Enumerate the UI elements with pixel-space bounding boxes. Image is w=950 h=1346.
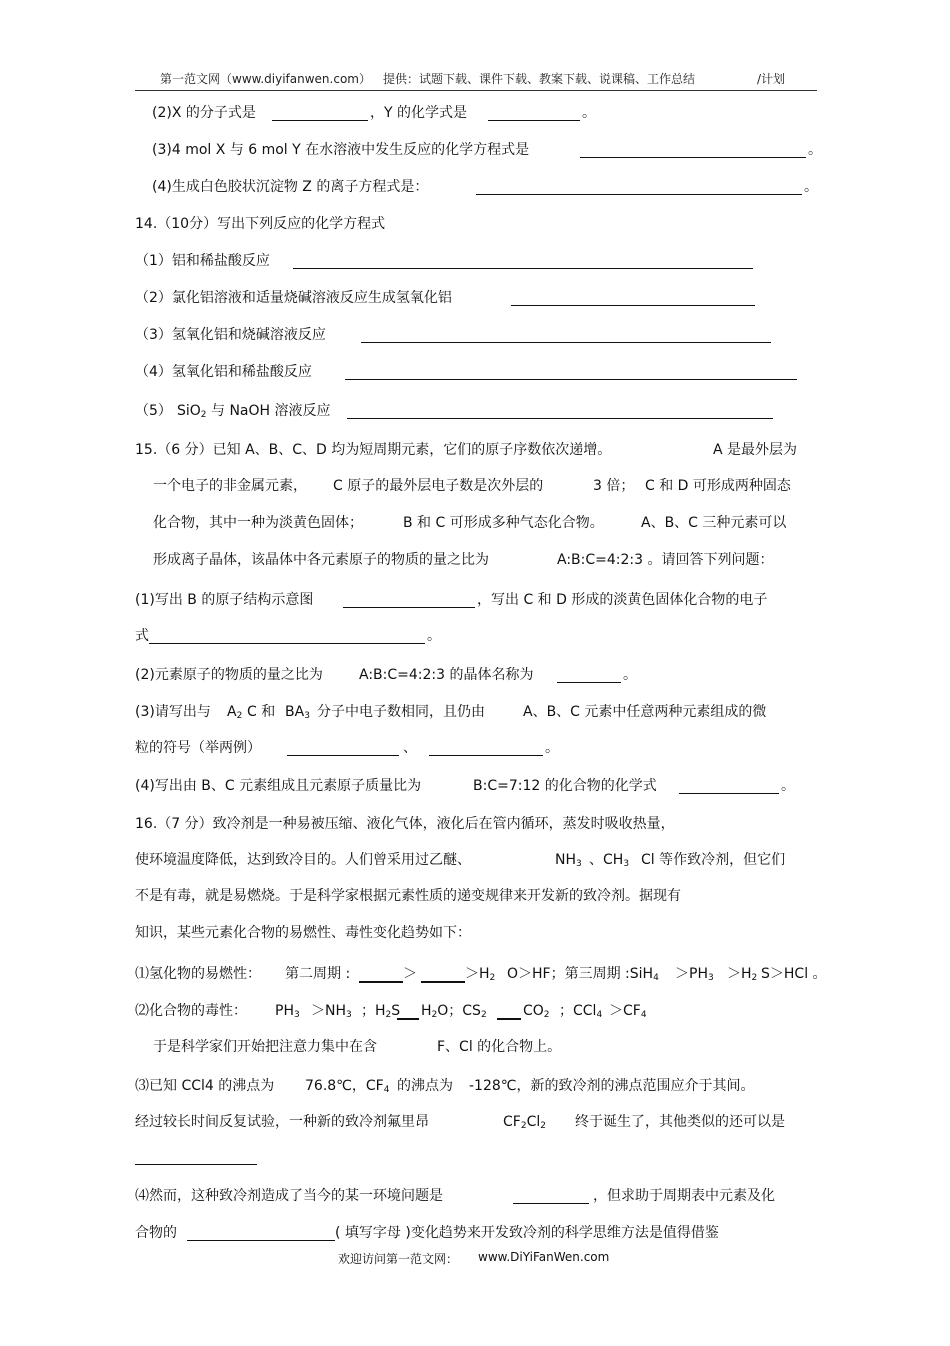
answer-blank[interactable] xyxy=(679,793,779,794)
header-provides: 提供：试题下载、课件下载、教案下载、说课稿、工作总结 xyxy=(383,72,696,86)
footer-url[interactable]: www.DiYiFanWen.com xyxy=(478,1250,610,1264)
header-divider xyxy=(135,90,817,91)
answer-blank[interactable] xyxy=(497,1018,521,1020)
answer-blank[interactable] xyxy=(359,981,403,983)
answer-blank[interactable] xyxy=(345,379,797,380)
answer-blank[interactable] xyxy=(580,157,806,158)
answer-blank[interactable] xyxy=(421,981,465,983)
answer-blank[interactable] xyxy=(293,268,753,269)
answer-blank[interactable] xyxy=(187,1240,335,1241)
page-header xyxy=(135,68,817,90)
answer-blank[interactable] xyxy=(343,607,475,608)
answer-blank[interactable] xyxy=(513,1203,589,1204)
answer-blank[interactable] xyxy=(429,755,543,756)
answer-blank[interactable] xyxy=(361,342,771,343)
q16-part3-answer xyxy=(135,1148,257,1168)
answer-blank[interactable] xyxy=(287,755,399,756)
answer-blank[interactable] xyxy=(488,120,580,121)
answer-blank[interactable] xyxy=(135,1164,257,1165)
answer-blank[interactable] xyxy=(557,682,621,683)
answer-blank[interactable] xyxy=(511,305,755,306)
answer-blank[interactable] xyxy=(476,194,802,195)
answer-blank[interactable] xyxy=(272,120,368,121)
footer-welcome: 欢迎访问第一范文网： xyxy=(338,1252,459,1266)
answer-blank[interactable] xyxy=(347,418,773,419)
answer-blank[interactable] xyxy=(149,643,425,644)
header-site: 第一范文网（www.diyifanwen.com） xyxy=(160,72,371,86)
header-plan: /计划 xyxy=(757,72,786,86)
answer-blank[interactable] xyxy=(397,1018,419,1020)
